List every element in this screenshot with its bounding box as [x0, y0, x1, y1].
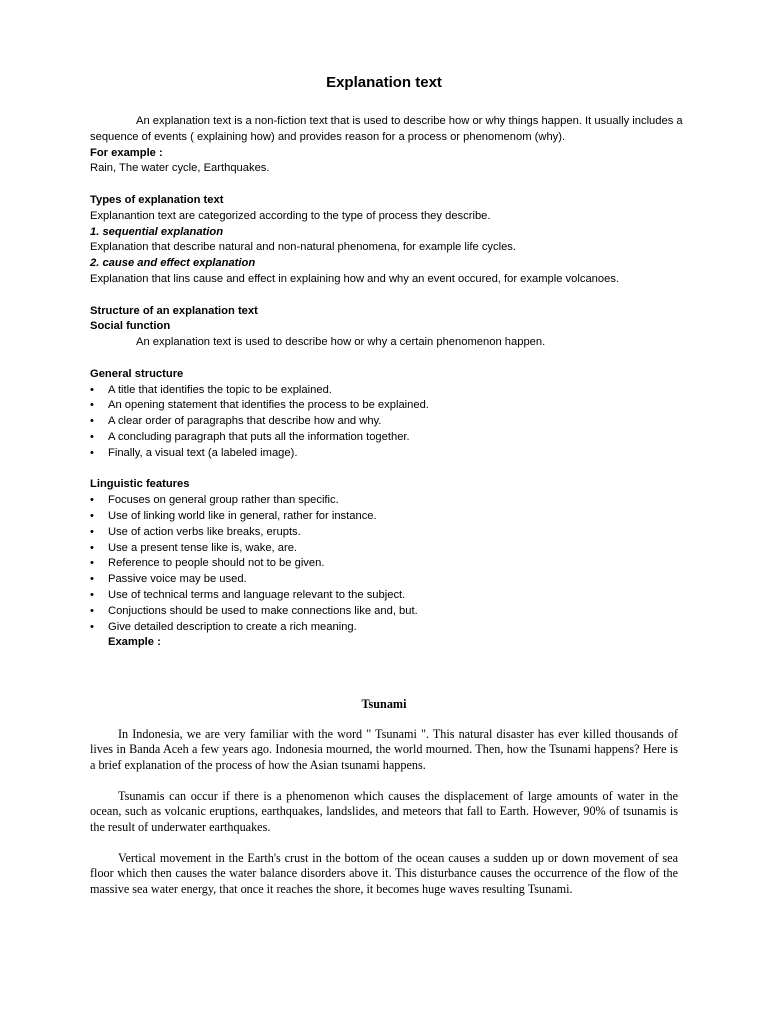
social-function-text: An explanation text is used to describe how or why a certain phenomenon happen.: [136, 336, 546, 349]
bullet-icon: •: [90, 525, 94, 538]
example-label: Example :: [108, 636, 161, 649]
types-heading: Types of explanation text: [90, 193, 224, 206]
document-title: Explanation text: [326, 74, 442, 91]
explanation-text-notes: [90, 114, 690, 651]
general-structure-list: [90, 383, 690, 462]
bullet-icon: •: [90, 494, 94, 507]
type1-heading: 1. sequential explanation: [90, 225, 224, 238]
type2-text: Explanation that lins cause and effect in explaining how and why an event occured, for example volcanoes.: [90, 272, 620, 285]
list-item: • Use of action verbs like breaks, erupts.: [90, 525, 690, 541]
general-structure-heading: General structure: [90, 367, 184, 380]
story-paragraph-3: Vertical movement in the Earth's crust in the bottom of the ocean causes a sudden up or down movement of sea floor which then causes the water balance disorders above it. This disturbance causes the occurrence of the flow of the massive sea water energy, that once it reaches the shore, it becomes huge waves resulting Tsunami.: [90, 850, 678, 896]
list-item: • A concluding paragraph that puts all the information together.: [90, 430, 690, 446]
bullet-icon: •: [90, 620, 94, 633]
story-paragraph-1: In Indonesia, we are very familiar with the word " Tsunami ". This natural disaster has ever killed thousands of lives in Banda Aceh a few years ago. Indonesia mourned, the world mourned. Then, how the Tsunami happens? Here is a brief explanation of the process of how the Asian tsunami happens.: [90, 726, 678, 772]
bullet-icon: •: [90, 557, 94, 570]
linguistic-heading: Linguistic features: [90, 478, 190, 491]
list-item: • Passive voice may be used.: [90, 572, 690, 588]
bullet-icon: •: [90, 446, 94, 459]
intro-paragraph: An explanation text is a non-fiction text that is used to describe how or why things happen. It usually includes a sequence of events ( explaining how) and provides reason for a process or phenomenom (why).: [90, 115, 683, 143]
bullet-icon: •: [90, 588, 94, 601]
type1-text: Explanation that describe natural and non-natural phenomena, for example life cycles.: [90, 241, 517, 254]
structure-heading: Structure of an explanation text: [90, 304, 258, 317]
list-item: • Focuses on general group rather than specific.: [90, 493, 690, 509]
list-item: • An opening statement that identifies the process to be explained.: [90, 398, 690, 414]
bullet-icon: •: [90, 383, 94, 396]
bullet-icon: •: [90, 430, 94, 443]
list-item: • A title that identifies the topic to be explained.: [90, 383, 690, 399]
bullet-icon: •: [90, 399, 94, 412]
for-example-label: For example :: [90, 146, 163, 159]
type2-heading: 2. cause and effect explanation: [90, 257, 256, 270]
bullet-icon: •: [90, 573, 94, 586]
tsunami-example: [90, 697, 678, 897]
bullet-icon: •: [90, 509, 94, 522]
list-item: • A clear order of paragraphs that describe how and why.: [90, 414, 690, 430]
list-item: • Use of technical terms and language relevant to the subject.: [90, 588, 690, 604]
bullet-icon: •: [90, 415, 94, 428]
examples-line: Rain, The water cycle, Earthquakes.: [90, 162, 270, 175]
story-title: Tsunami: [361, 697, 407, 711]
list-item: • Finally, a visual text (a labeled image).: [90, 446, 690, 462]
types-description: Explanantion text are categorized according to the type of process they describe.: [90, 209, 491, 222]
linguistic-list: [90, 493, 690, 635]
bullet-icon: •: [90, 604, 94, 617]
list-item: • Give detailed description to create a rich meaning.: [90, 620, 690, 636]
bullet-icon: •: [90, 541, 94, 554]
social-function-heading: Social function: [90, 320, 171, 333]
story-paragraph-2: Tsunamis can occur if there is a phenomenon which causes the displacement of large amounts of water in the ocean, such as volcanic eruptions, earthquakes, landslides, and meteors that fall to Earth. However, 90% of tsunamis is the result of underwater earthquakes.: [90, 788, 678, 834]
list-item: • Reference to people should not to be given.: [90, 556, 690, 572]
list-item: • Conjuctions should be used to make connections like and, but.: [90, 604, 690, 620]
list-item: • Use a present tense like is, wake, are.: [90, 541, 690, 557]
list-item: • Use of linking world like in general, rather for instance.: [90, 509, 690, 525]
